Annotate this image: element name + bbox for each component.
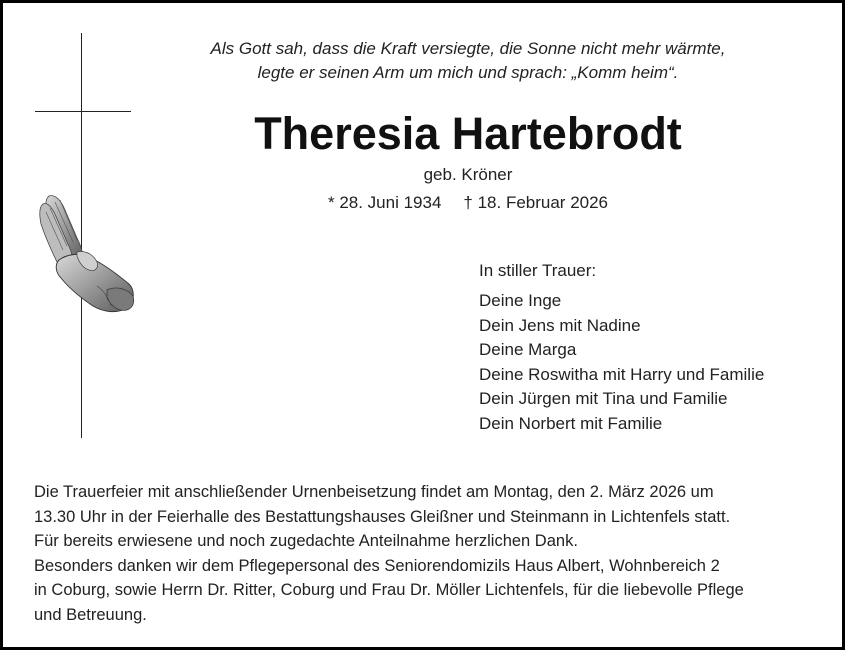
mourner-line: Deine Roswitha mit Harry und Familie xyxy=(479,364,765,384)
notice-line: in Coburg, sowie Herrn Dr. Ritter, Coburg und Frau Dr. Möller Lichtenfels, für die liebevolle Pflege xyxy=(34,581,744,600)
mourners-list xyxy=(479,259,824,437)
praying-hands-icon xyxy=(37,190,137,315)
death-date: † 18. Februar 2026 xyxy=(463,193,609,212)
maiden-name: geb. Kröner xyxy=(423,165,513,184)
mourner-line: Dein Jürgen mit Tina und Familie xyxy=(479,389,728,409)
mourner-line: Deine Marga xyxy=(479,340,577,360)
mourners-heading: In stiller Trauer: xyxy=(479,261,597,280)
cross-horizontal-bar xyxy=(35,111,131,112)
funeral-notice xyxy=(34,480,824,628)
quote-line: Als Gott sah, dass die Kraft versiegte, die Sonne nicht mehr wärmte, xyxy=(210,39,726,58)
notice-line: Für bereits erwiesene und noch zugedachte Anteilnahme herzlichen Dank. xyxy=(34,532,578,551)
mourner-line: Dein Jens mit Nadine xyxy=(479,315,641,335)
notice-line: 13.30 Uhr in der Feierhalle des Bestattungshauses Gleißner und Steinmann in Lichtenfels statt. xyxy=(34,507,731,526)
deceased-name: Theresia Hartebrodt xyxy=(254,108,682,159)
notice-line: und Betreuung. xyxy=(34,605,147,624)
notice-line: Die Trauerfeier mit anschließender Urnenbeisetzung findet am Montag, den 2. März 2026 um xyxy=(34,483,714,501)
birth-date: * 28. Juni 1934 xyxy=(327,193,442,212)
quote xyxy=(153,37,783,85)
life-dates xyxy=(153,191,783,215)
quote-line: legte er seinen Arm um mich und sprach: „Komm heim“. xyxy=(257,63,679,82)
notice-line: Besonders danken wir dem Pflegepersonal des Seniorendomizils Haus Albert, Wohnbereich 2 xyxy=(34,556,720,575)
mourner-line: Deine Inge xyxy=(479,291,562,310)
mourner-line: Dein Norbert mit Familie xyxy=(479,413,663,433)
